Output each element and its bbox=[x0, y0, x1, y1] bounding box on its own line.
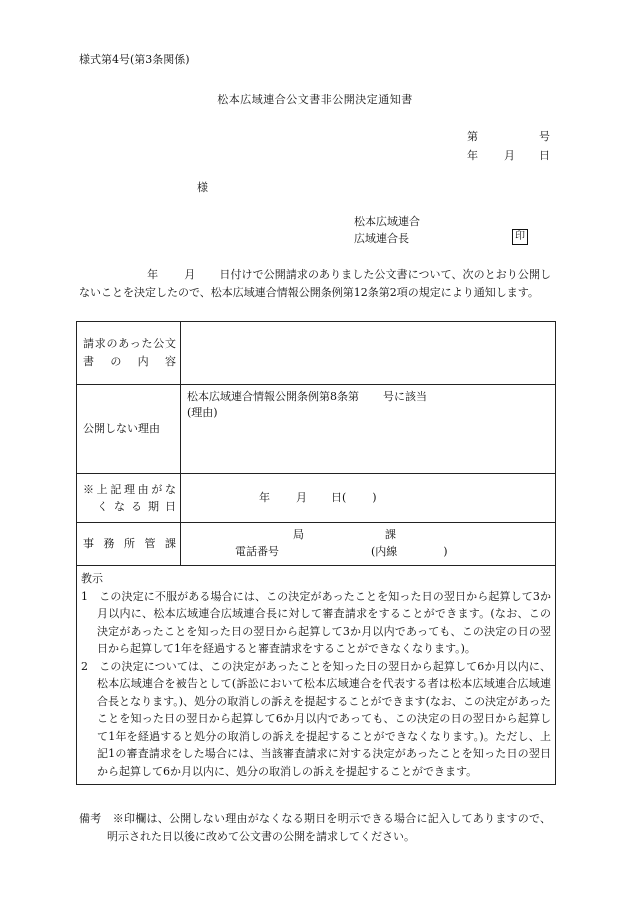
sender-title: 広域連合長 bbox=[354, 232, 409, 245]
reason-label: 公開しない理由 bbox=[77, 385, 181, 474]
resolution-date-label: ※上記理由がな くなる期日 bbox=[77, 474, 181, 523]
resolution-date-value: 年 月 日( ) bbox=[181, 474, 556, 523]
sender-org: 松本広域連合 bbox=[354, 215, 420, 228]
instructions-row bbox=[77, 566, 556, 785]
notice-table bbox=[76, 321, 556, 785]
seal-mark: 印 bbox=[512, 229, 528, 245]
instructions-cell bbox=[77, 566, 556, 785]
reason-row bbox=[77, 385, 556, 474]
doc-number-prefix: 第 bbox=[467, 130, 478, 143]
reason-detail-label: (理由) bbox=[187, 406, 218, 419]
intro-text: 日付けで公開請求のありました公文書について、次のとおり公開しないことを決定したので、松本広域連合情報公開条例第12条第2項の規定により通知します。 bbox=[79, 268, 552, 299]
doc-date-year: 年 bbox=[467, 149, 478, 162]
remarks bbox=[79, 810, 551, 845]
reason-body bbox=[181, 385, 556, 474]
office-phone: 電話番号 bbox=[235, 545, 279, 558]
requested-document-value bbox=[181, 322, 556, 385]
office-section: 課 bbox=[385, 528, 396, 541]
doc-number-suffix: 号 bbox=[539, 130, 550, 143]
office-bureau: 局 bbox=[293, 528, 304, 541]
doc-date-month: 月 bbox=[504, 149, 515, 162]
intro-month: 月 bbox=[184, 268, 196, 281]
instructions-heading: 教示 bbox=[81, 572, 103, 585]
office-extension: (内線 ) bbox=[371, 545, 448, 558]
form-number: 様式第4号(第3条関係) bbox=[79, 53, 190, 66]
instruction-item-2: 2 この決定については、この決定があったことを知った日の翌日から起算して6か月以内に、松本広域連合を被告として(訴訟において松本広域連合を代表する者は松本広域連合広域連合長となります。)、処分の取消しの訴えを提起することができます(なお、この決定があったことを知った日の翌日から起算して6か月以内であっても、この決定の日の翌日から起算して1年を経過すると処分の取消しの訴えを提起することができなくなります。)。ただし、上記1の審査請求をした場合には、当該審査請求に対する決定があったことを知った日の翌日から起算して6か月以内に、処分の取消しの訴えを提起することができます。 bbox=[81, 659, 551, 778]
office-row bbox=[77, 523, 556, 566]
requested-document-label: 請求のあった公文書の内容 bbox=[77, 322, 181, 385]
document-title: 松本広域連合公文書非公開決定通知書 bbox=[217, 93, 413, 106]
intro-paragraph bbox=[79, 266, 551, 301]
remarks-text: 備考 ※印欄は、公開しない理由がなくなる期日を明示できる場合に記入してありますので、明示された日以後に改めて公文書の公開を請求してください。 bbox=[79, 812, 551, 843]
office-label: 事務所管課 bbox=[77, 523, 181, 566]
intro-year: 年 bbox=[147, 268, 159, 281]
office-value bbox=[181, 523, 556, 566]
requested-document-row bbox=[77, 322, 556, 385]
doc-date-day: 日 bbox=[539, 149, 550, 162]
instruction-item-1: 1 この決定に不服がある場合には、この決定があったことを知った日の翌日から起算して3か月以内に、松本広域連合広域連合長に対して審査請求をすることができます。(なお、この決定があったことを知った日の翌日から起算して3か月以内であっても、この決定の日の翌日から起算して1年を経過すると審査請求をすることができなくなります。)。 bbox=[81, 589, 551, 655]
addressee-suffix: 様 bbox=[197, 181, 208, 194]
resolution-date-row bbox=[77, 474, 556, 523]
reason-clause: 松本広域連合情報公開条例第8条第 号に該当 bbox=[187, 390, 427, 403]
